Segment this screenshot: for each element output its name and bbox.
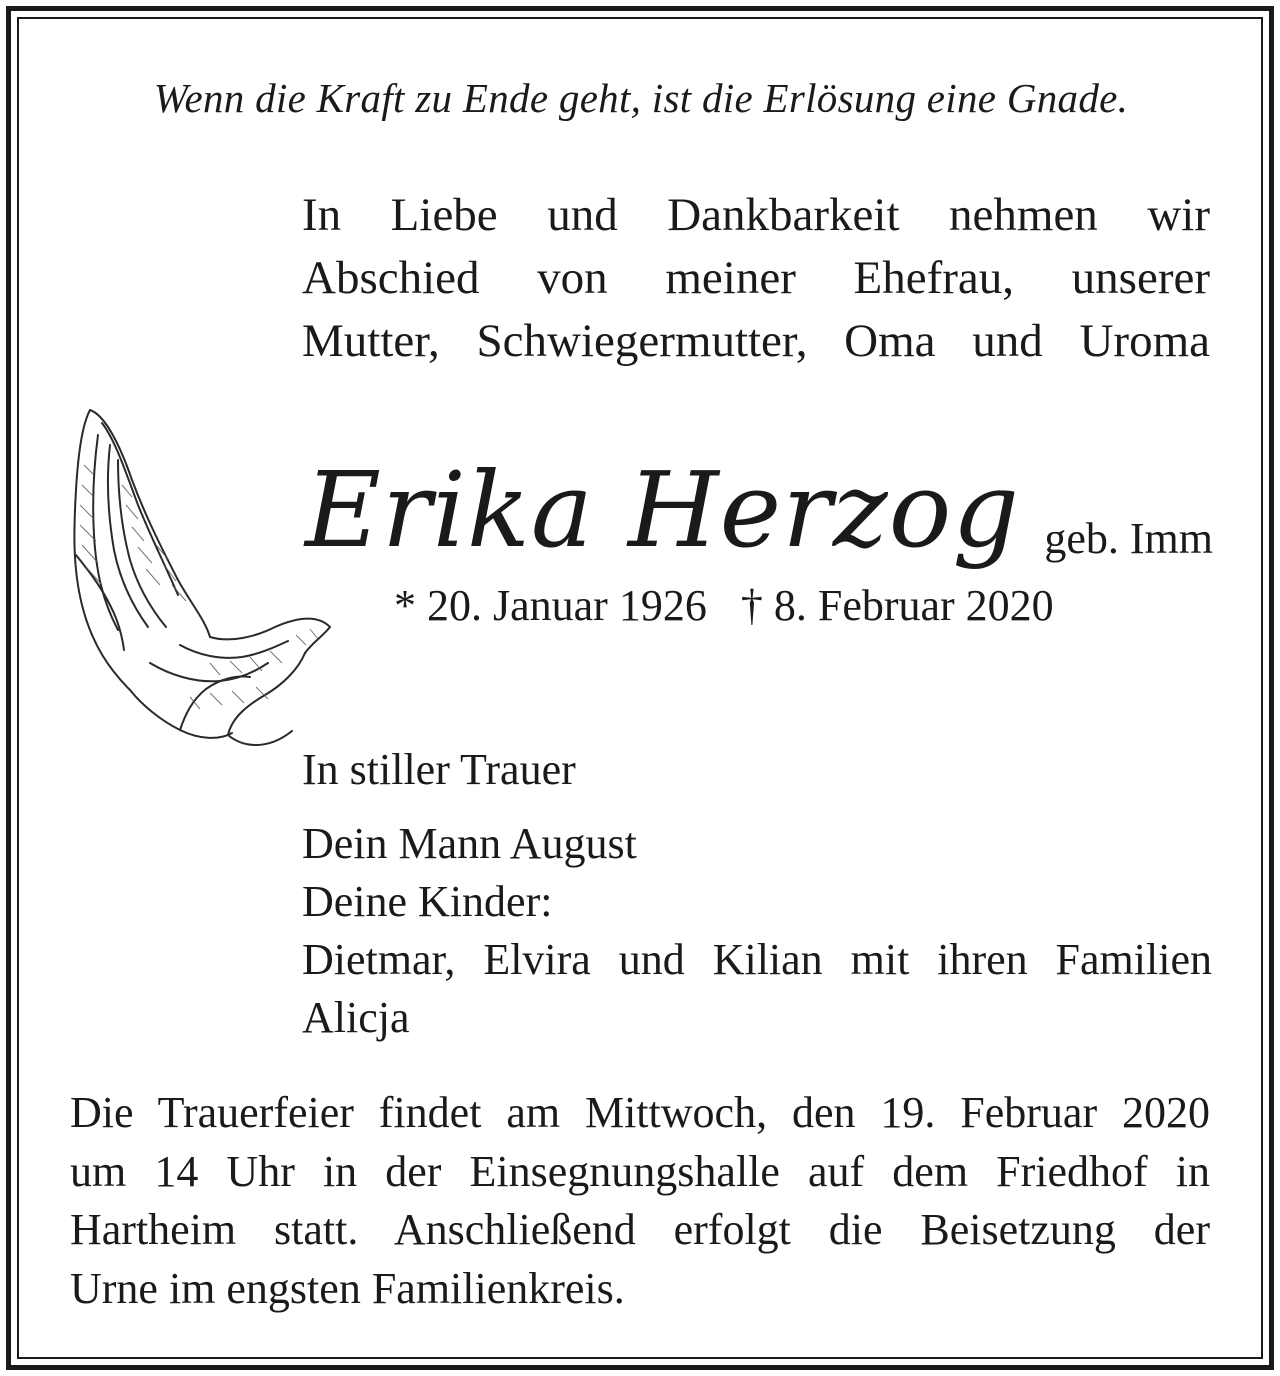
family-line: Dietmar, Elvira und Kilian mit ihren Familien <box>302 935 1212 984</box>
death-date: † 8. Februar 2020 <box>740 581 1054 630</box>
service-line: Urne im engsten Familienkreis. <box>70 1263 625 1313</box>
intro-line: Mutter, Schwiegermutter, Oma und Uroma <box>302 315 1210 367</box>
maiden-name: geb. Imm <box>1044 514 1213 563</box>
service-line: Die Trauerfeier findet am Mittwoch, den 19. Februar 2020 <box>70 1088 1210 1137</box>
family-line: Alicja <box>302 993 410 1042</box>
family-line: Dein Mann August <box>302 819 637 868</box>
family-list <box>302 815 1212 1047</box>
life-dates <box>394 578 1054 634</box>
intro-line: In Liebe und Dankbarkeit nehmen wir <box>302 189 1210 241</box>
service-line: um 14 Uhr in der Einsegnungshalle auf dem Friedhof in <box>70 1146 1210 1196</box>
deceased-name: Erika Herzog <box>305 449 1020 571</box>
motto: Wenn die Kraft zu Ende geht, ist die Erlösung eine Gnade. <box>153 75 1129 121</box>
mourning-label: In stiller Trauer <box>302 745 576 794</box>
praying-hands-icon <box>60 405 340 750</box>
name-row <box>305 445 1213 575</box>
intro-text <box>302 184 1210 373</box>
birth-date: * 20. Januar 1926 <box>394 581 707 630</box>
family-line: Deine Kinder: <box>302 877 553 926</box>
service-notice <box>70 1084 1210 1318</box>
service-line: Hartheim statt. Anschließend erfolgt die Beisetzung der <box>70 1205 1210 1254</box>
intro-line: Abschied von meiner Ehefrau, unserer <box>302 252 1210 304</box>
